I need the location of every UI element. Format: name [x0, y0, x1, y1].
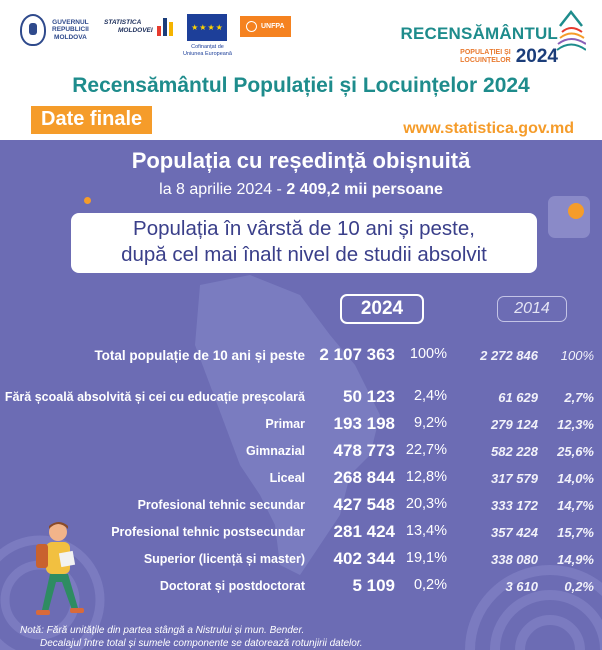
- statistica-logo: [104, 18, 173, 36]
- percent-2014: 25,6%: [557, 444, 594, 459]
- table-row: [0, 387, 602, 407]
- percent-2014: 0,2%: [564, 579, 594, 594]
- eu-logo: [183, 14, 232, 57]
- percent-2024: 13,4%: [405, 523, 447, 539]
- value-2014: 338 080: [491, 552, 538, 567]
- row-label: Liceal: [269, 471, 305, 485]
- value-2024: 50 123: [343, 387, 395, 406]
- percent-2024: 0,2%: [413, 577, 447, 593]
- value-2014: 3 610: [505, 579, 538, 594]
- census-logo-year: 2024: [515, 46, 558, 67]
- percent-2014: 12,3%: [557, 417, 594, 432]
- value-2024: 2 107 363: [319, 345, 395, 364]
- value-2024: 427 548: [333, 495, 395, 514]
- statistica-logo-text: STATISTICA MOLDOVEI: [104, 19, 153, 34]
- chart-subtitle-box: [71, 213, 537, 273]
- unfpa-logo: [240, 16, 291, 37]
- value-2024: 268 844: [333, 468, 395, 487]
- value-2014: 333 172: [491, 498, 538, 513]
- row-label: Doctorat și postdoctorat: [159, 579, 305, 593]
- value-2014: 582 228: [491, 444, 538, 459]
- census-logo: [401, 10, 584, 68]
- row-label: Superior (licență și master): [143, 552, 305, 566]
- percent-2024: 12,8%: [405, 469, 447, 485]
- total-row: [0, 345, 602, 365]
- student-illustration-icon: [22, 520, 92, 620]
- value-2014: 357 424: [491, 525, 538, 540]
- census-logo-subtitle: POPULAȚIEI ȘI LOCUINȚELOR: [460, 49, 511, 64]
- percent-2024: 19,1%: [405, 550, 447, 566]
- percent-2024: 9,2%: [413, 415, 447, 431]
- percent-2024: 22,7%: [405, 442, 447, 458]
- row-label: Profesional tehnic secundar: [137, 498, 305, 512]
- value-2014: 61 629: [498, 390, 538, 405]
- percent-2014: 14,9%: [557, 552, 594, 567]
- percent-2024: 20,3%: [405, 496, 447, 512]
- value-2024: 5 109: [352, 576, 395, 595]
- government-logo-text: GUVERNUL REPUBLICII MOLDOVA: [52, 18, 89, 41]
- value-2024: 402 344: [333, 549, 395, 568]
- footnote-line1: Notă: Fără unitățile din partea stângă a Nistrului și mun. Bender.: [20, 625, 305, 636]
- row-label: Primar: [265, 417, 305, 431]
- final-data-badge: Date finale: [31, 106, 152, 134]
- header: [0, 0, 602, 140]
- population-subtitle: la 8 aprilie 2024 - 2 409,2 mii persoane: [159, 181, 443, 198]
- row-label: Gimnazial: [245, 444, 305, 458]
- value-2014: 279 124: [491, 417, 538, 432]
- value-2014: 2 272 846: [480, 348, 538, 363]
- row-label: Total populație de 10 ani și peste: [94, 348, 305, 363]
- coat-of-arms-icon: [20, 14, 46, 46]
- eu-flag-icon: ★★★★: [187, 14, 227, 41]
- year-2024-header: 2024: [340, 294, 424, 324]
- value-2014: 317 579: [491, 471, 538, 486]
- decorative-square-icon: [548, 196, 590, 238]
- value-2024: 478 773: [333, 441, 395, 460]
- percent-2024: 100%: [409, 346, 447, 362]
- government-logo: [20, 14, 89, 46]
- chart-subtitle-line2: după cel mai înalt nivel de studii absolvit: [121, 243, 487, 266]
- footnote: [20, 624, 363, 650]
- table-row: [0, 414, 602, 434]
- eu-logo-text: Cofinanțat de Uniunea Europeană: [183, 44, 232, 57]
- percent-2014: 2,7%: [564, 390, 594, 405]
- unfpa-text: UNFPA: [261, 23, 285, 30]
- percent-2014: 14,7%: [557, 498, 594, 513]
- value-2024: 193 198: [333, 414, 395, 433]
- footnote-line2: Decalajul între total și sumele componente se datorează rotunjirii datelor.: [40, 638, 363, 649]
- orange-circle-icon: [568, 203, 584, 219]
- main-title: Recensământul Populației și Locuințelor 2024: [72, 74, 530, 97]
- percent-2024: 2,4%: [413, 388, 447, 404]
- population-title: Populația cu reședință obișnuită: [131, 148, 471, 173]
- row-label: Fără școală absolvită și cei cu educație preșcolară: [4, 390, 305, 404]
- year-2014-header: 2014: [497, 296, 567, 322]
- row-label: Profesional tehnic postsecundar: [111, 525, 305, 539]
- percent-2014: 15,7%: [557, 525, 594, 540]
- table-row: [0, 468, 602, 488]
- percent-2014: 100%: [560, 348, 594, 363]
- census-logo-title: RECENSĂMÂNTUL: [400, 24, 558, 43]
- chart-subtitle-line1: Populația în vârstă de 10 ani și peste,: [133, 217, 475, 240]
- table-row: [0, 441, 602, 461]
- statistica-bars-icon: [157, 18, 173, 36]
- table-row: [0, 495, 602, 515]
- percent-2014: 14,0%: [557, 471, 594, 486]
- website-link[interactable]: www.statistica.gov.md: [403, 120, 574, 137]
- globe-icon: [246, 21, 257, 32]
- house-logo-icon: [556, 6, 586, 54]
- value-2024: 281 424: [333, 522, 395, 541]
